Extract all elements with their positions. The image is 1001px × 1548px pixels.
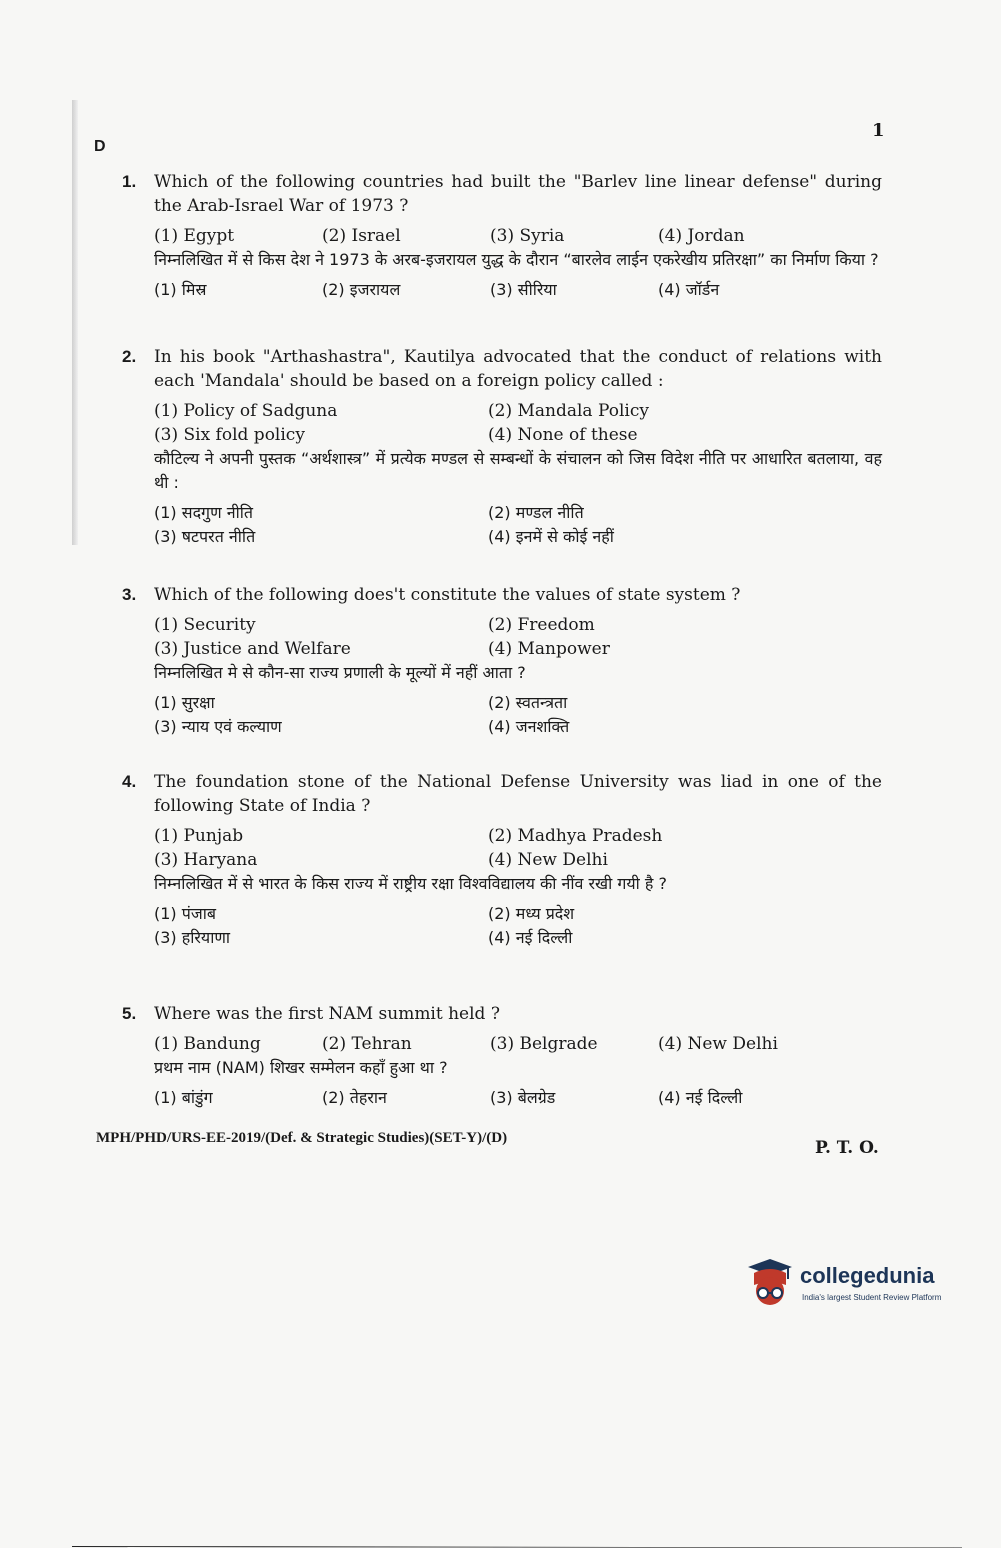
brand-name: collegedunia [800, 1263, 935, 1288]
option-2: (2) Israel [322, 226, 401, 246]
options-hindi [154, 902, 882, 950]
question-text-hindi: कौटिल्य ने अपनी पुस्तक “अर्थशास्त्र” में प्रत्येक मण्डल से सम्बन्धों के संचालन को जिस विदेश नीति पर आधारित बतलाया, वह थी : [154, 449, 882, 492]
option-4-hindi: (4) जॉर्डन [658, 280, 720, 299]
option-1-hindi: (1) बांडुंग [154, 1088, 213, 1107]
option-1: (1) Egypt [154, 226, 235, 246]
option-1: (1) Bandung [154, 1034, 261, 1054]
option-4-hindi: (4) जनशक्ति [488, 717, 570, 736]
option-2-hindi: (2) तेहरान [322, 1088, 387, 1107]
option-2-hindi: (2) मध्य प्रदेश [488, 904, 575, 923]
option-3-hindi: (3) न्याय एवं कल्याण [154, 717, 282, 736]
question-text: In his book "Arthashastra", Kautilya advocated that the conduct of relations with each 'Mandala' should be based on a foreign policy called : [154, 347, 882, 391]
question-number: 1. [122, 172, 137, 191]
option-2-hindi: (2) स्वतन्त्रता [488, 693, 568, 712]
question-text: Which of the following countries had built the "Barlev line linear defense" during the Arab-Israel War of 1973 ? [154, 172, 882, 216]
option-3: (3) Justice and Welfare [154, 639, 351, 659]
question-4 [122, 770, 882, 950]
options [154, 224, 882, 248]
options [154, 824, 882, 872]
option-2-hindi: (2) मण्डल नीति [488, 503, 584, 522]
option-1: (1) Punjab [154, 826, 244, 846]
question-3 [122, 583, 882, 739]
paper-code: MPH/PHD/URS-EE-2019/(Def. & Strategic Studies)(SET-Y)/(D) [96, 1130, 508, 1146]
options [154, 613, 882, 661]
option-1: (1) Security [154, 615, 256, 635]
question-text: The foundation stone of the National Defense University was liad in one of the following State of India ? [154, 772, 882, 816]
question-text: Which of the following does't constitute the values of state system ? [154, 585, 741, 605]
option-4: (4) New Delhi [658, 1034, 778, 1054]
option-4-hindi: (4) नई दिल्ली [488, 928, 573, 947]
option-4: (4) Manpower [488, 639, 610, 659]
options [154, 399, 882, 447]
option-3: (3) Six fold policy [154, 425, 305, 445]
options-hindi [154, 691, 882, 739]
collegedunia-watermark[interactable] [742, 1255, 972, 1315]
question-text-hindi: प्रथम नाम (NAM) शिखर सम्मेलन कहाँ हुआ था ? [154, 1058, 448, 1077]
option-2: (2) Madhya Pradesh [488, 826, 663, 846]
option-4: (4) New Delhi [488, 850, 608, 870]
question-number: 4. [122, 772, 137, 791]
option-1-hindi: (1) सदगुण नीति [154, 503, 254, 522]
question-2 [122, 345, 882, 549]
option-4-hindi: (4) इनमें से कोई नहीं [488, 527, 614, 546]
please-turn-over: P. T. O. [815, 1138, 879, 1158]
collegedunia-logo-icon [742, 1255, 798, 1311]
option-3-hindi: (3) बेलग्रेड [490, 1088, 556, 1107]
question-number: 3. [122, 585, 137, 604]
question-5 [122, 1002, 882, 1110]
options [154, 1032, 882, 1056]
question-text: Where was the first NAM summit held ? [154, 1004, 500, 1024]
option-3-hindi: (3) हरियाणा [154, 928, 231, 947]
option-4: (4) None of these [488, 425, 638, 445]
option-4: (4) Jordan [658, 226, 745, 246]
option-4-hindi: (4) नई दिल्ली [658, 1088, 743, 1107]
options-hindi [154, 1086, 882, 1110]
question-text-hindi: निम्नलिखित में से किस देश ने 1973 के अरब-इजरायल युद्ध के दौरान “बारलेव लाईन एकरेखीय प्रतिरक्षा” का निर्माण किया ? [154, 250, 879, 269]
option-3: (3) Syria [490, 226, 565, 246]
options-hindi [154, 501, 882, 549]
option-2-hindi: (2) इजरायल [322, 280, 401, 299]
question-number: 5. [122, 1004, 137, 1023]
question-number: 2. [122, 347, 137, 366]
option-1-hindi: (1) सुरक्षा [154, 693, 215, 712]
question-text-hindi: निम्नलिखित में से भारत के किस राज्य में राष्ट्रीय रक्षा विश्वविद्यालय की नींव रखी गयी है ? [154, 874, 667, 893]
set-letter: D [94, 138, 106, 155]
option-2: (2) Freedom [488, 615, 595, 635]
options-hindi [154, 278, 882, 302]
question-text-hindi: निम्नलिखित मे से कौन-सा राज्य प्रणाली के मूल्यों में नहीं आता ? [154, 663, 526, 682]
option-1: (1) Policy of Sadguna [154, 401, 338, 421]
option-1-hindi: (1) मिस्र [154, 280, 207, 299]
option-1-hindi: (1) पंजाब [154, 904, 216, 923]
brand-tagline: India's largest Student Review Platform [802, 1293, 942, 1302]
option-3: (3) Haryana [154, 850, 258, 870]
option-3-hindi: (3) सीरिया [490, 280, 557, 299]
option-3-hindi: (3) षटपरत नीति [154, 527, 256, 546]
scan-edge [72, 100, 78, 545]
option-3: (3) Belgrade [490, 1034, 598, 1054]
page-number: 1 [872, 120, 885, 141]
option-2: (2) Tehran [322, 1034, 412, 1054]
option-2: (2) Mandala Policy [488, 401, 649, 421]
question-1 [122, 170, 882, 302]
